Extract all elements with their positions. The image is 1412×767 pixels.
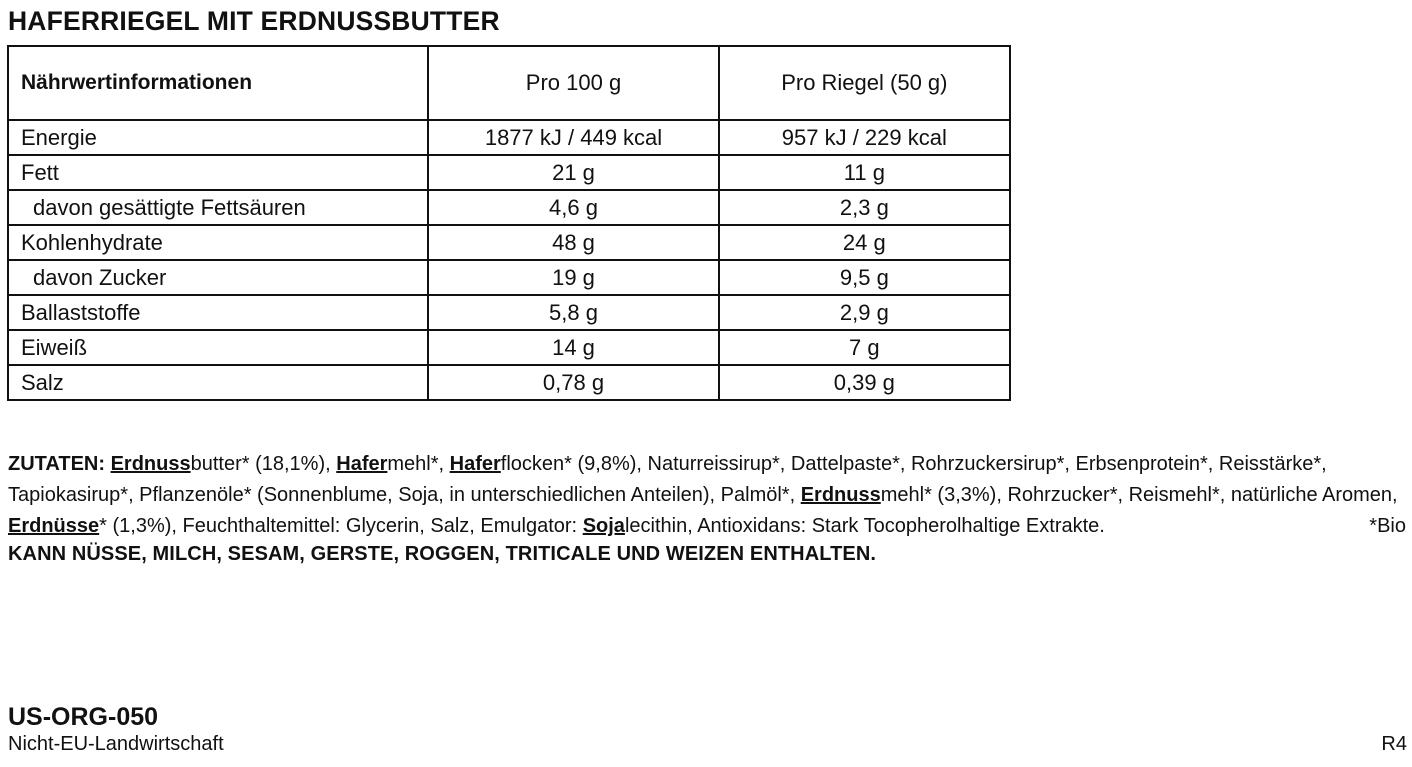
allergen-highlight: Hafer [449,453,501,475]
value-per-100g: 5,8 g [428,295,718,330]
value-per-100g: 14 g [428,330,718,365]
value-per-bar: 957 kJ / 229 kcal [719,120,1010,155]
value-per-bar: 0,39 g [719,365,1010,400]
row-label: Fett [8,155,428,190]
table-row [8,225,1010,260]
table-row [8,295,1010,330]
table-header-row [8,46,1010,120]
allergen-highlight: Soja [582,515,625,537]
table-row [8,155,1010,190]
table-row [8,260,1010,295]
allergen-highlight: Erdnuss [800,484,881,506]
value-per-100g: 4,6 g [428,190,718,225]
value-per-bar: 9,5 g [719,260,1010,295]
value-per-bar: 2,9 g [719,295,1010,330]
allergen-warning: KANN NÜSSE, MILCH, SESAM, GERSTE, ROGGEN, TRITICALE UND WEIZEN ENTHALTEN. [8,543,877,565]
table-row [8,365,1010,400]
ingredients-label: ZUTATEN: [8,453,106,475]
table-row [8,120,1010,155]
ingredients-segment: lecithin, Antioxidans: Stark Tocopherolhaltige Extrakte. [624,515,1105,537]
value-per-100g: 19 g [428,260,718,295]
nutrition-table [7,45,1011,401]
table-row [8,190,1010,225]
row-label: Ballaststoffe [8,295,428,330]
certification-code: US-ORG-050 [8,703,159,731]
ingredients-segment: * (1,3%), Feuchthaltemittel: Glycerin, Salz, Emulgator: [99,515,578,537]
value-per-100g: 1877 kJ / 449 kcal [428,120,718,155]
row-label: Energie [8,120,428,155]
ingredients-segment: mehl* (3,3%), Rohrzucker*, Reismehl*, natürliche Aromen, [880,484,1398,506]
row-label: Salz [8,365,428,400]
ingredients-segment: butter* (18,1%), [190,453,331,475]
value-per-bar: 11 g [719,155,1010,190]
origin-text: Nicht-EU-Landwirtschaft [8,733,224,755]
column-header-per-100g: Pro 100 g [428,46,718,120]
value-per-100g: 21 g [428,155,718,190]
row-label: davon Zucker [8,260,428,295]
value-per-100g: 48 g [428,225,718,260]
row-label: Kohlenhydrate [8,225,428,260]
value-per-bar: 7 g [719,330,1010,365]
column-header-nutrition: Nährwertinformationen [8,46,428,120]
allergen-highlight: Erdnuss [110,453,191,475]
value-per-100g: 0,78 g [428,365,718,400]
allergen-highlight: Hafer [336,453,388,475]
column-header-per-bar: Pro Riegel (50 g) [719,46,1010,120]
revision-label: R4 [1381,733,1407,755]
ingredients-text [8,449,1406,542]
organic-footnote: *Bio [1369,515,1406,537]
value-per-bar: 2,3 g [719,190,1010,225]
value-per-bar: 24 g [719,225,1010,260]
allergen-highlight: Erdnüsse [8,515,100,537]
row-label: Eiweiß [8,330,428,365]
ingredients-segment: mehl*, [387,453,445,475]
row-label: davon gesättigte Fettsäuren [8,190,428,225]
table-row [8,330,1010,365]
ingredients-segment: flocken* (9,8%), Naturreissirup*, Dattelpaste*, Rohrzuckersirup*, Erbsenprotein*, Reisstärke*, Tapiokasirup*, Pflanzenöle* (Sonnenblume, Soja, in unterschiedlichen Anteilen), Palmöl*, [8,453,1327,506]
product-title: HAFERRIEGEL MIT ERDNUSSBUTTER [8,6,500,36]
